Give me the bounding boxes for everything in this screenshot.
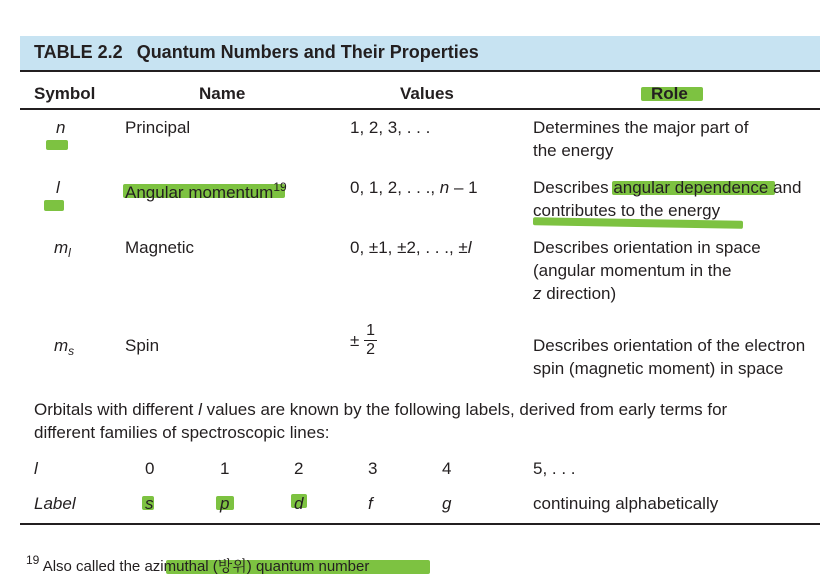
label-g: g <box>442 494 452 513</box>
role-l <box>533 176 801 222</box>
note-post: values are known by the following labels, derived from early terms for <box>201 400 728 419</box>
role-ms <box>533 334 805 380</box>
values-l-suffix: – 1 <box>449 178 478 197</box>
label-s: s <box>145 494 154 513</box>
l-value-3: 3 <box>368 459 378 478</box>
label-row-tail: continuing alphabetically <box>533 494 719 513</box>
symbol-ml-main: m <box>54 238 69 257</box>
symbol-l: l <box>56 178 60 197</box>
symbol-l-highlight <box>44 200 64 211</box>
role-ml <box>533 236 761 305</box>
l-value-0: 0 <box>145 459 155 478</box>
values-ms-fraction <box>364 322 377 359</box>
l-value-1: 1 <box>220 459 230 478</box>
header-rule <box>20 108 820 110</box>
name-principal: Principal <box>125 118 191 137</box>
name-angular <box>125 176 287 204</box>
fraction-numerator: 1 <box>366 322 375 339</box>
role-ml-line1: Describes orientation in space <box>533 238 761 257</box>
role-ms-line2: spin (magnetic moment) in space <box>533 359 784 378</box>
label-p: p <box>220 494 230 513</box>
l-value-4: 4 <box>442 459 452 478</box>
role-ms-line1: Describes orientation of the electron <box>533 336 806 355</box>
footnote-ref: 19 <box>273 180 287 194</box>
table-title-text: Quantum Numbers and Their Properties <box>136 42 479 62</box>
top-rule <box>20 70 820 72</box>
l-row-head: l <box>34 459 38 478</box>
name-spin: Spin <box>125 336 160 355</box>
l-value-2: 2 <box>294 459 304 478</box>
values-ms-pm: ± <box>350 331 360 350</box>
values-l-prefix: 0, 1, 2, . . ., <box>350 178 440 197</box>
role-l-pre: Describes <box>533 178 614 197</box>
label-row-head: Label <box>34 494 76 513</box>
role-ml-line2: (angular momentum in the <box>533 261 732 280</box>
footnote-marker: 19 <box>26 553 40 567</box>
header-role: Role <box>651 84 688 103</box>
orbital-note-line1 <box>34 398 727 421</box>
fraction-denominator: 2 <box>366 341 375 358</box>
role-l-post: and <box>768 178 802 197</box>
symbol-ms-sub: s <box>68 344 75 358</box>
values-ml <box>350 236 472 259</box>
role-n-line1: Determines the major part of <box>533 118 749 137</box>
header-values: Values <box>400 84 454 103</box>
label-f: f <box>368 494 373 513</box>
symbol-ml-sub: l <box>68 246 71 260</box>
role-ml-direction: direction) <box>541 284 617 303</box>
symbol-n: n <box>56 118 66 137</box>
header-name: Name <box>199 84 246 103</box>
values-n: 1, 2, 3, . . . <box>350 118 431 137</box>
symbol-ms <box>54 334 74 363</box>
values-ms <box>350 322 377 359</box>
footnote <box>26 553 369 576</box>
label-d: d <box>294 494 304 513</box>
name-angular-text: Angular momentum <box>125 183 274 202</box>
footnote-highlighted: azimuthal (방위) quantum number <box>144 558 370 575</box>
values-l-var: n <box>439 178 450 197</box>
note-var: l <box>198 400 202 419</box>
role-ml-z: z <box>533 284 542 303</box>
symbol-n-highlight <box>46 140 68 150</box>
symbol-ms-main: m <box>54 336 69 355</box>
note-pre: Orbitals with different <box>34 400 199 419</box>
name-magnetic: Magnetic <box>125 238 194 257</box>
values-l <box>350 176 478 199</box>
orbital-note-line2: different families of spectroscopic lines: <box>34 423 330 442</box>
values-ml-var: l <box>467 238 472 257</box>
bottom-rule <box>20 523 820 525</box>
table-number: TABLE 2.2 <box>34 42 123 62</box>
symbol-ml <box>54 236 71 265</box>
l-row-tail: 5, . . . <box>533 459 576 478</box>
footnote-pre: Also called the <box>42 558 145 575</box>
role-l-line2: contributes to the energy <box>533 201 721 220</box>
role-n <box>533 116 748 162</box>
orbital-note <box>34 398 727 444</box>
header-symbol: Symbol <box>34 84 96 103</box>
values-ml-prefix: 0, ±1, ±2, . . ., ± <box>350 238 468 257</box>
table-title <box>34 42 479 63</box>
role-l-highlighted: angular dependence <box>613 178 769 197</box>
role-l-line1 <box>533 176 801 199</box>
role-n-line2: the energy <box>533 141 614 160</box>
role-ml-line3 <box>533 282 761 305</box>
